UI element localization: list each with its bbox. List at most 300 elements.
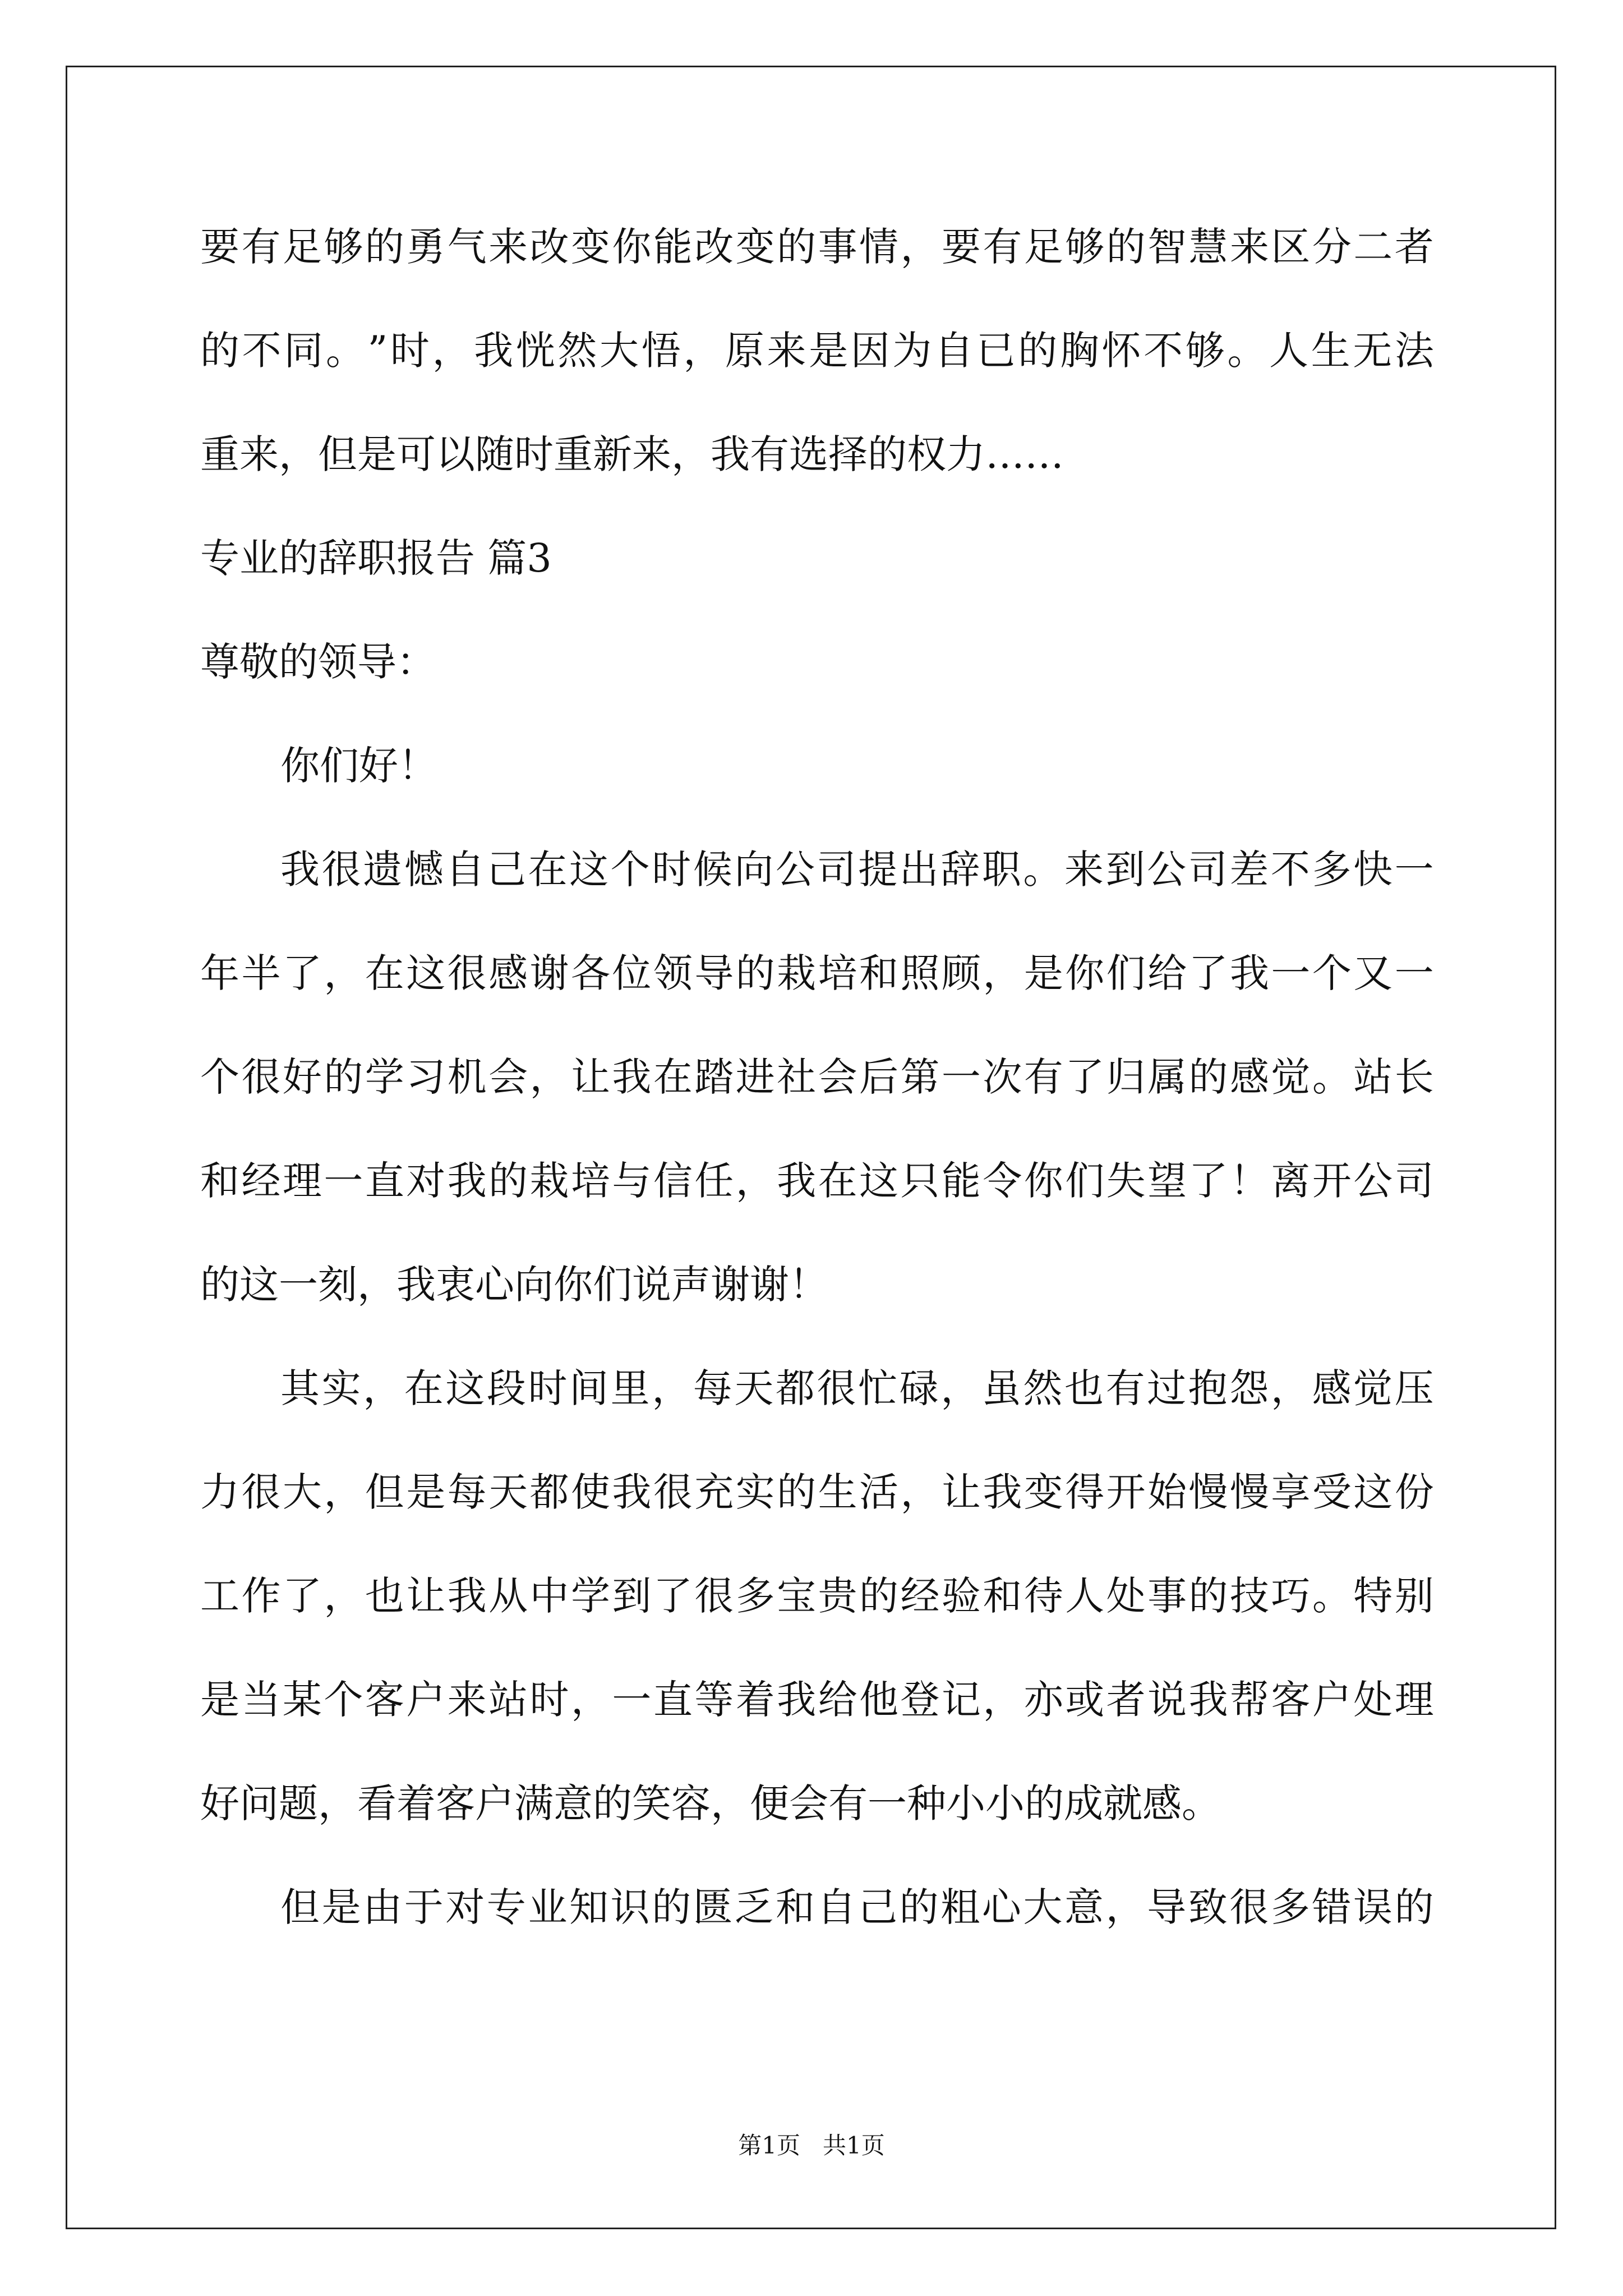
text-char: 受 — [1312, 1469, 1352, 1515]
text-char: ， — [900, 1469, 940, 1515]
text-char: 很 — [1229, 1884, 1269, 1930]
paragraph-line-15 — [200, 1673, 1434, 1727]
text-char: 变 — [735, 224, 775, 270]
text-char: 实 — [321, 1365, 361, 1411]
paragraph-line-11: 的这一刻，我衷心向你们说声谢谢！ — [200, 1262, 828, 1308]
text-char: 到 — [612, 1573, 652, 1619]
text-char: 栽 — [529, 1158, 569, 1204]
text-char: 帮 — [1229, 1677, 1269, 1723]
text-char: 是 — [321, 1884, 361, 1930]
paragraph-line-8 — [200, 946, 1434, 1000]
paragraph-line-17 — [280, 1880, 1434, 1934]
text-char: 误 — [1353, 1884, 1393, 1930]
text-char: 年 — [200, 950, 239, 996]
text-char: 很 — [447, 950, 487, 996]
text-char: 很 — [241, 1469, 281, 1515]
text-char: 离 — [1271, 1158, 1311, 1204]
text-char: 当 — [241, 1677, 281, 1723]
text-char: 都 — [529, 1469, 569, 1515]
text-char: 直 — [653, 1677, 693, 1723]
text-char: 心 — [981, 1884, 1021, 1930]
text-char: 属 — [1147, 1054, 1187, 1100]
text-char: 很 — [321, 846, 361, 892]
text-char: 了 — [1188, 950, 1228, 996]
text-char: 让 — [570, 1054, 610, 1100]
text-char: 公 — [1147, 846, 1187, 892]
paragraph-line-9 — [200, 1050, 1434, 1104]
text-char: 和 — [859, 950, 898, 996]
text-char: 给 — [818, 1677, 857, 1723]
text-char: 大 — [282, 1469, 322, 1515]
text-char: 然 — [557, 328, 597, 374]
text-char: 客 — [1271, 1677, 1311, 1723]
text-char: 他 — [859, 1677, 898, 1723]
text-char: 后 — [859, 1054, 898, 1100]
text-char: 培 — [570, 1158, 610, 1204]
text-char: 你 — [1023, 1158, 1063, 1204]
text-char: 自 — [445, 846, 485, 892]
text-char: 公 — [1353, 1158, 1393, 1204]
paragraph-line-16: 好问题，看着客户满意的笑容，便会有一种小小的成就感。 — [200, 1780, 1221, 1826]
text-char: 然 — [1023, 1365, 1063, 1411]
text-char: ” — [367, 328, 388, 374]
text-char: 半 — [241, 950, 281, 996]
text-char: 区 — [1271, 224, 1311, 270]
text-char: 法 — [1394, 328, 1434, 374]
text-char: 会 — [488, 1054, 528, 1100]
text-char: ， — [529, 1054, 569, 1100]
text-char: 候 — [693, 846, 732, 892]
text-char: 你 — [612, 224, 652, 270]
text-char: 感 — [1312, 1365, 1352, 1411]
text-char: 有 — [1105, 1365, 1145, 1411]
text-char: 足 — [1023, 224, 1063, 270]
paragraph-line-13 — [200, 1465, 1434, 1519]
text-char: 每 — [447, 1469, 487, 1515]
text-char: 我 — [474, 328, 514, 374]
text-char: 意 — [1064, 1884, 1104, 1930]
text-char: 从 — [488, 1573, 528, 1619]
text-char: 对 — [406, 1158, 446, 1204]
text-char: 生 — [1311, 328, 1350, 374]
text-char: 在 — [365, 950, 404, 996]
text-char: 客 — [365, 1677, 404, 1723]
text-char: 天 — [734, 1365, 774, 1411]
text-char: 同 — [284, 328, 324, 374]
text-char: 和 — [983, 1573, 1022, 1619]
text-char: 个 — [200, 1054, 239, 1100]
text-char: 抱 — [1188, 1365, 1228, 1411]
text-char: 段 — [486, 1365, 526, 1411]
text-char: 无 — [1353, 328, 1393, 374]
text-char: 能 — [653, 224, 693, 270]
text-char: 但 — [280, 1884, 320, 1930]
text-char: 于 — [404, 1884, 444, 1930]
text-char: 多 — [1312, 846, 1352, 892]
text-char: 改 — [694, 224, 734, 270]
text-char: 次 — [983, 1054, 1022, 1100]
text-char: 变 — [1023, 1469, 1063, 1515]
text-char: 我 — [1229, 950, 1269, 996]
text-char: 栽 — [777, 950, 817, 996]
text-char: 都 — [775, 1365, 815, 1411]
text-char: 碌 — [899, 1365, 939, 1411]
text-char: 已 — [976, 328, 1016, 374]
text-char: 。 — [1227, 328, 1267, 374]
paragraph-line-14 — [200, 1569, 1434, 1623]
text-char: 好 — [282, 1054, 322, 1100]
text-char: 有 — [1023, 1054, 1063, 1100]
text-char: 间 — [569, 1365, 609, 1411]
text-char: 社 — [777, 1054, 817, 1100]
text-char: 让 — [941, 1469, 981, 1515]
text-char: 专 — [486, 1884, 526, 1930]
text-char: 进 — [735, 1054, 775, 1100]
text-char: 验 — [941, 1573, 981, 1619]
text-char: 站 — [488, 1677, 528, 1723]
text-char: 感 — [488, 950, 528, 996]
text-char: 是 — [1023, 950, 1063, 996]
text-char: 由 — [363, 1884, 403, 1930]
text-char: ， — [1270, 1365, 1310, 1411]
text-char: 智 — [1147, 224, 1187, 270]
text-char: ， — [940, 1365, 980, 1411]
text-char: 学 — [570, 1573, 610, 1619]
text-char: 特 — [1353, 1573, 1393, 1619]
text-char: 自 — [934, 328, 974, 374]
text-char: 在 — [404, 1365, 444, 1411]
text-char: 的 — [365, 224, 404, 270]
text-char: 充 — [694, 1469, 734, 1515]
text-char: 来 — [1064, 846, 1104, 892]
text-char: 我 — [447, 1158, 487, 1204]
text-char: 力 — [200, 1469, 239, 1515]
text-char: 要 — [200, 224, 239, 270]
text-char: 享 — [1271, 1469, 1311, 1515]
text-char: 说 — [1147, 1677, 1187, 1723]
text-char: 在 — [653, 1054, 693, 1100]
text-char: 了 — [282, 1573, 322, 1619]
text-char: 使 — [570, 1469, 610, 1515]
text-char: 的 — [1018, 328, 1058, 374]
text-char: 照 — [900, 950, 940, 996]
text-char: 习 — [406, 1054, 446, 1100]
text-char: 我 — [280, 846, 320, 892]
text-char: 。 — [1023, 846, 1063, 892]
text-char: 一 — [1271, 950, 1311, 996]
text-char: 个 — [610, 846, 650, 892]
text-char: 向 — [734, 846, 774, 892]
text-char: 经 — [900, 1573, 940, 1619]
text-char: 是 — [809, 328, 849, 374]
text-char: 一 — [612, 1677, 652, 1723]
text-char: 一 — [324, 1158, 363, 1204]
text-char: 令 — [983, 1158, 1022, 1204]
text-char: 位 — [612, 950, 652, 996]
text-char: 时 — [529, 1677, 569, 1723]
text-char: 很 — [694, 1573, 734, 1619]
text-char: 的 — [324, 1054, 363, 1100]
text-char: 我 — [1188, 1677, 1228, 1723]
text-char: 生 — [818, 1469, 857, 1515]
text-char: 时 — [652, 846, 691, 892]
text-char: 为 — [892, 328, 932, 374]
text-char: 差 — [1229, 846, 1269, 892]
text-char: 慢 — [1229, 1469, 1269, 1515]
text-char: 压 — [1394, 1365, 1434, 1411]
text-char: 你 — [1065, 950, 1105, 996]
text-char: 出 — [899, 846, 939, 892]
text-char: 慢 — [1188, 1469, 1228, 1515]
text-char: ， — [432, 328, 472, 374]
text-char: 。 — [1312, 1573, 1352, 1619]
text-char: 在 — [818, 1158, 857, 1204]
text-char: ， — [683, 328, 723, 374]
text-char: 直 — [365, 1158, 404, 1204]
text-char: 快 — [1353, 846, 1393, 892]
text-char: 这 — [1353, 1469, 1393, 1515]
text-char: 一 — [941, 1054, 981, 1100]
text-char: 的 — [1394, 1884, 1434, 1930]
text-char: 事 — [1147, 1573, 1187, 1619]
greeting: 你们好！ — [280, 743, 437, 789]
text-char: 理 — [282, 1158, 322, 1204]
text-char: 很 — [241, 1054, 281, 1100]
text-char: 个 — [1312, 950, 1352, 996]
text-char: 的 — [1106, 224, 1146, 270]
text-char: 。 — [325, 328, 365, 374]
text-char: 在 — [528, 846, 568, 892]
text-char: 份 — [1394, 1469, 1434, 1515]
text-char: 谢 — [529, 950, 569, 996]
paragraph-line-10 — [200, 1154, 1434, 1208]
text-char: 但 — [365, 1469, 404, 1515]
text-char: 我 — [612, 1469, 652, 1515]
text-char: 这 — [569, 846, 609, 892]
text-char: 每 — [693, 1365, 732, 1411]
text-char: ， — [1105, 1884, 1145, 1930]
text-char: 时 — [528, 1365, 568, 1411]
text-char: 够 — [1185, 328, 1225, 374]
text-char: 感 — [1229, 1054, 1269, 1100]
text-char: 别 — [1394, 1573, 1434, 1619]
text-char: 因 — [850, 328, 890, 374]
text-char: 任 — [694, 1158, 734, 1204]
text-char: 与 — [612, 1158, 652, 1204]
text-char: 培 — [818, 950, 857, 996]
text-char: 能 — [941, 1158, 981, 1204]
text-char: 这 — [406, 950, 446, 996]
text-char: 司 — [1394, 1158, 1434, 1204]
text-char: 了 — [653, 1573, 693, 1619]
salutation: 尊敬的领导： — [200, 639, 436, 685]
text-char: 是 — [200, 1677, 239, 1723]
text-char: 觉 — [1271, 1054, 1311, 1100]
text-char: 勇 — [406, 224, 446, 270]
text-char: 经 — [241, 1158, 281, 1204]
text-char: 职 — [981, 846, 1021, 892]
text-char: 慧 — [1188, 224, 1228, 270]
text-char: 始 — [1147, 1469, 1187, 1515]
text-char: 乏 — [734, 1884, 774, 1930]
text-char: 理 — [1394, 1677, 1434, 1723]
text-char: 领 — [653, 950, 693, 996]
text-char: 的 — [652, 1884, 691, 1930]
text-char: 顾 — [941, 950, 981, 996]
section-heading: 专业的辞职报告 篇3 — [200, 535, 552, 581]
text-char: 中 — [529, 1573, 569, 1619]
text-char: 长 — [1394, 1054, 1434, 1100]
text-char: 我 — [612, 1054, 652, 1100]
text-char: 望 — [1147, 1158, 1187, 1204]
paragraph-line-2 — [200, 324, 1434, 378]
text-char: ， — [324, 1573, 363, 1619]
text-char: 遗 — [363, 846, 403, 892]
text-char: 变 — [570, 224, 610, 270]
text-char: 到 — [1105, 846, 1145, 892]
text-char: 第 — [900, 1054, 940, 1100]
text-char: 够 — [1065, 224, 1105, 270]
text-char: 匮 — [693, 1884, 732, 1930]
text-char: 们 — [1106, 950, 1146, 996]
text-char: 着 — [735, 1677, 775, 1723]
text-char: 失 — [1106, 1158, 1146, 1204]
text-char: 技 — [1229, 1573, 1269, 1619]
text-char: 识 — [610, 1884, 650, 1930]
text-char: ， — [324, 950, 363, 996]
text-char: 错 — [1312, 1884, 1352, 1930]
text-char: 原 — [725, 328, 764, 374]
text-char: 时 — [390, 328, 430, 374]
text-char: 二 — [1353, 224, 1393, 270]
text-char: 人 — [1065, 1573, 1105, 1619]
text-char: 又 — [1353, 950, 1393, 996]
text-char: 的 — [899, 1884, 939, 1930]
text-char: 实 — [735, 1469, 775, 1515]
page-footer: 第1页 共1页 — [738, 2132, 885, 2159]
text-char: 很 — [653, 1469, 693, 1515]
text-char: 多 — [1270, 1884, 1310, 1930]
text-char: 的 — [1188, 1573, 1228, 1619]
text-char: 己 — [858, 1884, 898, 1930]
text-char: 们 — [1065, 1158, 1105, 1204]
text-char: 导 — [694, 950, 734, 996]
text-char: 憾 — [404, 846, 444, 892]
text-char: ， — [652, 1365, 691, 1411]
text-char: 来 — [447, 1677, 487, 1723]
paragraph-line-12 — [280, 1361, 1434, 1415]
text-char: 会 — [818, 1054, 857, 1100]
text-char: ， — [735, 1158, 775, 1204]
text-char: 宝 — [777, 1573, 817, 1619]
text-char: 提 — [858, 846, 898, 892]
text-char: 等 — [694, 1677, 734, 1723]
text-char: 大 — [1023, 1884, 1063, 1930]
text-char: 机 — [447, 1054, 487, 1100]
text-char: 。 — [1312, 1054, 1352, 1100]
text-char: 也 — [1064, 1365, 1104, 1411]
text-char: 户 — [1312, 1677, 1352, 1723]
text-char: 我 — [983, 1469, 1022, 1515]
text-char: 司 — [817, 846, 856, 892]
text-char: 知 — [569, 1884, 609, 1930]
text-char: ！ — [1229, 1158, 1269, 1204]
text-char: 够 — [324, 224, 363, 270]
text-char: 开 — [1312, 1158, 1352, 1204]
text-char: 里 — [610, 1365, 650, 1411]
text-char: 是 — [406, 1469, 446, 1515]
text-char: 者 — [1106, 1677, 1146, 1723]
text-char: 个 — [324, 1677, 363, 1723]
paragraph-line-3: 重来，但是可以随时重新来，我有选择的权力…… — [200, 431, 1064, 477]
text-char: 记 — [941, 1677, 981, 1723]
text-char: 改 — [529, 224, 569, 270]
text-char: 要 — [941, 224, 981, 270]
text-char: 贵 — [818, 1573, 857, 1619]
text-char: 司 — [1188, 846, 1228, 892]
text-char: 户 — [406, 1677, 446, 1723]
text-char: ， — [570, 1677, 610, 1723]
text-char: 作 — [241, 1573, 281, 1619]
text-char: 恍 — [515, 328, 555, 374]
text-char: 了 — [1188, 1158, 1228, 1204]
text-char: 来 — [488, 224, 528, 270]
text-char: 我 — [777, 1677, 817, 1723]
text-char: 来 — [767, 328, 806, 374]
text-char: 一 — [1394, 950, 1434, 996]
text-char: 足 — [282, 224, 322, 270]
text-char: 给 — [1147, 950, 1187, 996]
text-char: 不 — [1144, 328, 1183, 374]
text-char: 分 — [1312, 224, 1352, 270]
text-char: 某 — [282, 1677, 322, 1723]
text-char: 活 — [859, 1469, 898, 1515]
text-char: 得 — [1065, 1469, 1105, 1515]
text-char: 情 — [859, 224, 898, 270]
text-char: 也 — [365, 1573, 404, 1619]
text-char: 和 — [200, 1158, 239, 1204]
paragraph-line-1 — [200, 220, 1434, 274]
text-char: 导 — [1147, 1884, 1187, 1930]
text-char: 归 — [1106, 1054, 1146, 1100]
text-char: 虽 — [981, 1365, 1021, 1411]
text-char: 者 — [1394, 224, 1434, 270]
text-char: 人 — [1269, 328, 1309, 374]
text-char: ， — [983, 950, 1022, 996]
text-char: 辞 — [940, 846, 980, 892]
text-char: 学 — [365, 1054, 404, 1100]
text-char: 的 — [777, 224, 817, 270]
text-char: 巧 — [1271, 1573, 1311, 1619]
text-char: 天 — [488, 1469, 528, 1515]
text-char: 粗 — [940, 1884, 980, 1930]
text-char: 其 — [280, 1365, 320, 1411]
text-char: 自 — [817, 1884, 856, 1930]
text-char: 的 — [735, 950, 775, 996]
text-char: 处 — [1353, 1677, 1393, 1723]
text-char: 业 — [528, 1884, 568, 1930]
text-char: 大 — [600, 328, 639, 374]
text-char: 悟 — [641, 328, 681, 374]
text-char: ， — [900, 224, 940, 270]
text-char: 让 — [406, 1573, 446, 1619]
text-char: 登 — [900, 1677, 940, 1723]
text-char: 怀 — [1101, 328, 1141, 374]
text-char: 过 — [1147, 1365, 1187, 1411]
text-char: 站 — [1353, 1054, 1393, 1100]
text-char: 了 — [282, 950, 322, 996]
text-char: 的 — [859, 1573, 898, 1619]
